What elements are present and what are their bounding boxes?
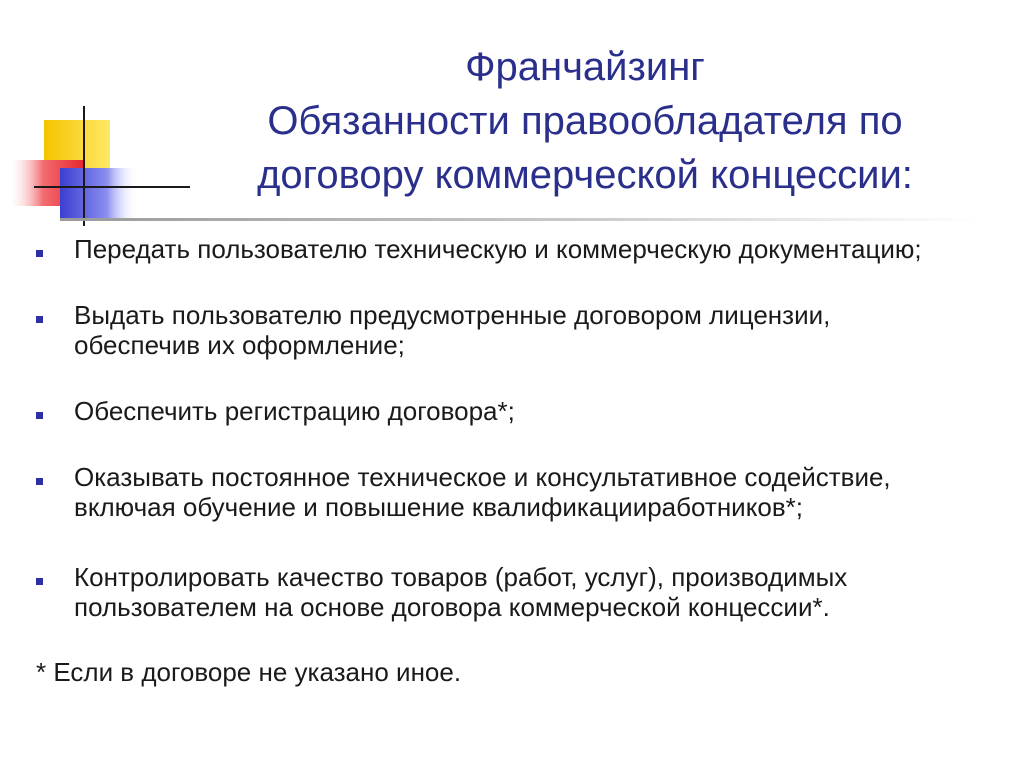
decorative-squares-graphic xyxy=(0,0,200,240)
bullet-line: включая обучение и повышение квалификацииработников*; xyxy=(74,492,803,522)
bullet-line: Обеспечить регистрацию договора*; xyxy=(74,396,515,426)
bullet-square-icon xyxy=(36,478,43,485)
title-line-2: Обязанности правообладателя по xyxy=(267,99,903,143)
bullet-text xyxy=(74,462,1004,522)
bullet-line: Оказывать постоянное техническое и консультативное содействие, xyxy=(74,462,891,492)
bullet-square-icon xyxy=(36,316,43,323)
decor-blue-square xyxy=(60,168,138,220)
bullet-line: обеспечив их оформление; xyxy=(74,330,405,360)
bullet-text xyxy=(74,396,1004,426)
bullet-square-icon xyxy=(36,250,43,257)
title-line-1: Франчайзинг xyxy=(465,45,705,89)
title-divider xyxy=(60,218,980,221)
bullet-square-icon xyxy=(36,578,43,585)
slide-title xyxy=(185,40,985,202)
title-line-3: договору коммерческой концессии: xyxy=(257,153,913,197)
bullet-line: Контролировать качество товаров (работ, услуг), производимых xyxy=(74,562,848,592)
bullet-text xyxy=(74,234,1004,264)
footnote: * Если в договоре не указано иное. xyxy=(36,657,462,687)
bullet-line: Передать пользователю техническую и коммерческую документацию; xyxy=(74,234,922,264)
bullet-line: Выдать пользователю предусмотренные договором лицензии, xyxy=(74,300,831,330)
bullet-square-icon xyxy=(36,412,43,419)
bullet-text xyxy=(74,562,1004,622)
bullet-line: пользователем на основе договора коммерческой концессии*. xyxy=(74,592,830,622)
bullet-text xyxy=(74,300,1004,360)
